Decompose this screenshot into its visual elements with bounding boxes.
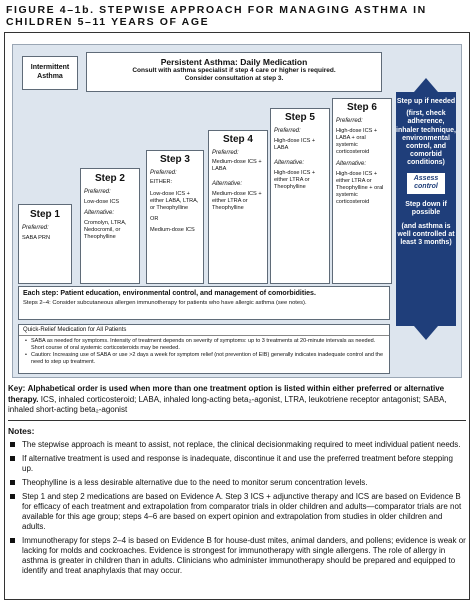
quick-relief-list	[19, 336, 389, 365]
bullet-square-icon	[10, 456, 15, 461]
note-item	[8, 454, 466, 474]
step-3-or: OR	[150, 216, 159, 222]
quick-relief-box	[18, 324, 390, 374]
quick-relief-item: • Caution: Increasing use of SABA or use >2 days a week for symptom relief (not prevention of EIB) generally indicates inadequate control and the need to step up treatment.	[25, 352, 385, 365]
key-abbreviations: ICS, inhaled corticosteroid; LABA, inhaled long-acting beta₂-agonist, LTRA, leukotriene receptor antagonist; SABA, inhaled short-acting beta₂-agonist	[8, 394, 447, 414]
step-down-label: Step down if possible	[405, 200, 447, 216]
note-text: If alternative treatment is used and response is inadequate, discontinue it and use the preferred treatment before stepping up.	[22, 454, 453, 473]
step-2-label: Step 2	[94, 173, 125, 184]
key-bold-text: Alphabetical order is used when more than one treatment option is listed within either preferred or alternative therapy.	[8, 384, 445, 404]
step-4-box	[208, 130, 268, 284]
step-3-preferred: EITHER:	[150, 179, 173, 185]
persistent-title: Persistent Asthma: Daily Medication	[160, 57, 308, 67]
step-3-label: Step 3	[159, 154, 190, 165]
each-step-title: Each step: Patient education, environmental control, and management of comorbidities.	[23, 290, 316, 297]
note-text: The stepwise approach is meant to assist, not replace, the clinical decisionmaking required to meet individual patient needs.	[22, 440, 461, 449]
step-up-arrow-icon	[414, 78, 438, 92]
figure-title	[6, 4, 468, 28]
step-4-label: Step 4	[222, 134, 253, 145]
step-2-alternative: Cromolyn, LTRA, Nedocromil, or Theophylline	[84, 220, 127, 240]
bullet-square-icon	[10, 442, 15, 447]
step-6-preferred: High-dose ICS + LABA + oral systemic corticosteroid	[336, 128, 378, 155]
bullet-square-icon	[10, 480, 15, 485]
step-6-box	[332, 98, 392, 284]
figure-title-line2: CHILDREN 5–11 YEARS OF AGE	[6, 16, 210, 28]
step-4-alternative: Medium-dose ICS + either LTRA or Theophylline	[212, 191, 262, 211]
note-text: Immunotherapy for steps 2–4 is based on Evidence B for house-dust mites, animal danders, and pollens; evidence is weak or lacking for molds and cockroaches. Evidence is strongest for immunotherapy with single allergens. The role of allergy in asthma is greater in children than in adults. Clinicians who administer immunotherapy should be prepared and equipped to identify and treat anaphylaxis that may occur.	[22, 536, 466, 575]
step-6-label: Step 6	[346, 102, 377, 113]
step-4-alternative-label: Alternative:	[212, 181, 243, 187]
key-label: Key:	[8, 384, 26, 393]
step-3-box	[146, 150, 204, 284]
step-2-preferred-label: Preferred:	[84, 189, 111, 195]
note-item	[8, 492, 466, 532]
quick-relief-item: • SABA as needed for symptoms. Intensity of treatment depends on severity of symptoms: up to 3 treatments at 20-minute intervals as needed. Short course of oral systemic corticosteroids may be needed.	[25, 338, 385, 351]
persistent-asthma-box	[86, 52, 382, 92]
step-down-arrow-icon	[414, 326, 438, 340]
step-5-label: Step 5	[284, 112, 315, 123]
step-3-preferred-label: Preferred:	[150, 170, 177, 176]
step-2-preferred: Low-dose ICS	[84, 199, 120, 205]
key-paragraph	[8, 384, 466, 416]
divider	[8, 420, 466, 421]
step-up-detail: (first, check adherence, inhaler technique, environmental control, and comorbid conditions)	[396, 110, 456, 167]
step-3-option-2: Medium-dose ICS	[150, 227, 195, 233]
step-down-detail: (and asthma is well controlled at least 3 months)	[397, 223, 455, 247]
bullet-square-icon	[10, 538, 15, 543]
note-text: Theophylline is a less desirable alternative due to the need to monitor serum concentration levels.	[22, 478, 368, 487]
step-6-alternative: High-dose ICS + either LTRA or Theophylline + oral systemic corticosteroid	[336, 171, 384, 205]
each-step-sub: Steps 2–4: Consider subcutaneous allergen immunotherapy for patients who have allergic asthma (see notes).	[23, 300, 307, 306]
note-item	[8, 478, 466, 488]
step-4-preferred: Medium-dose ICS + LABA	[212, 159, 262, 172]
step-5-alternative-label: Alternative:	[274, 160, 305, 166]
step-1-box	[18, 204, 72, 284]
step-2-alternative-label: Alternative:	[84, 210, 115, 216]
step-6-alternative-label: Alternative:	[336, 161, 367, 167]
each-step-box	[18, 286, 390, 320]
intermittent-asthma-box: Intermittent Asthma	[22, 56, 78, 90]
step-4-preferred-label: Preferred:	[212, 150, 239, 156]
step-5-alternative: High-dose ICS + either LTRA or Theophylline	[274, 170, 316, 190]
step-1-label: Step 1	[29, 209, 60, 220]
step-6-preferred-label: Preferred:	[336, 118, 363, 124]
bullet-square-icon	[10, 494, 15, 499]
persistent-line2: Consider consultation at step 3.	[184, 75, 284, 82]
quick-relief-heading: Quick-Relief Medication for All Patients	[19, 325, 389, 336]
step-5-preferred-label: Preferred:	[274, 128, 301, 134]
persistent-line1: Consult with asthma specialist if step 4 care or higher is required.	[132, 67, 336, 74]
figure-title-line1: FIGURE 4–1b. STEPWISE APPROACH FOR MANAGING ASTHMA IN	[6, 4, 427, 16]
step-1-preferred: SABA PRN	[22, 235, 50, 241]
step-5-preferred: High-dose ICS + LABA	[274, 138, 316, 151]
step-3-option-1: Low-dose ICS + either LABA, LTRA, or Theophylline	[150, 191, 199, 211]
note-text: Step 1 and step 2 medications are based on Evidence A. Step 3 ICS + adjunctive therapy and ICS are based on Evidence B for efficacy of each treatment and extrapolation from comparator trials in older children and adults—comparator trials are not available for this age group; steps 4–6 are based on expert opinion and extrapolation from studies in older children and adults.	[22, 492, 462, 531]
note-item	[8, 440, 466, 450]
notes-list	[8, 440, 466, 580]
step-up-down-column	[396, 92, 456, 326]
note-item	[8, 536, 466, 576]
notes-heading: Notes:	[8, 426, 35, 436]
step-5-box	[270, 108, 330, 284]
assess-control-box: Assess control	[406, 172, 446, 195]
step-up-label: Step up if needed	[396, 98, 456, 105]
step-2-box	[80, 168, 140, 284]
step-1-preferred-label: Preferred:	[22, 225, 49, 231]
